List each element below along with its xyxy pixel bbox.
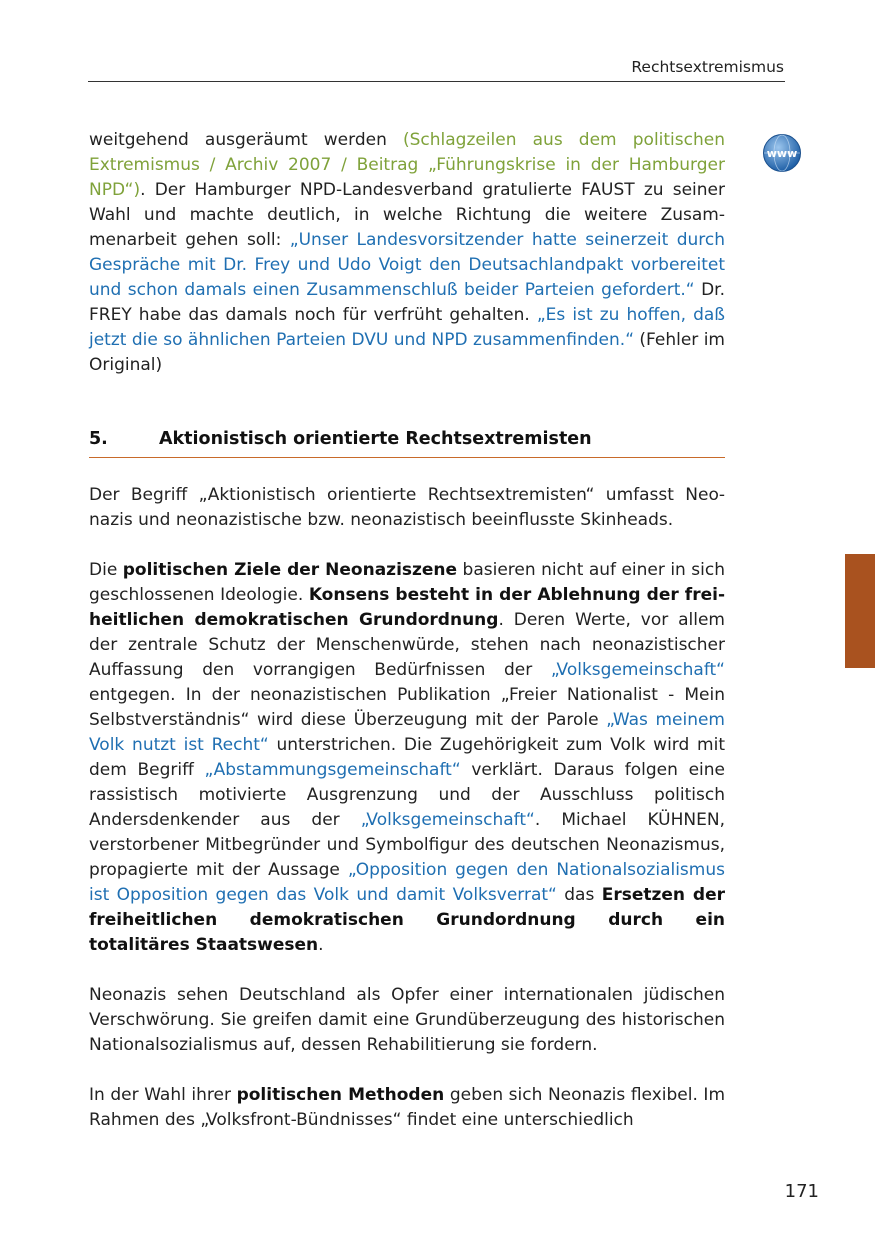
quote: „Was meinem Volk nutzt ist Recht“ (89, 710, 725, 755)
bold-text: politischen Ziele der Neonaziszene (122, 560, 458, 580)
quote: „Abstammungsgemeinschaft“ (204, 760, 461, 780)
running-title: Rechtsextremismus (631, 58, 784, 76)
text: . (318, 935, 324, 955)
page-number: 171 (784, 1181, 819, 1202)
text: entgegen. In der neonazistischen Publikation „Freier Nationalist - Mein Selbstverständnis“ wird diese Überzeugung mit der Parole (89, 685, 725, 730)
text: verklärt. Daraus folgen eine rassistisch motivierte Ausgrenzung und der Ausschluss politisch Andersdenkender aus der (89, 760, 725, 830)
main-content (89, 128, 725, 1158)
paragraph: Der Begriff „Aktionistisch orientierte Rechtsextremisten“ umfasst Neonazis und neonazistische bzw. neonazistisch beeinflusste Skinheads. (89, 485, 725, 530)
paragraph (89, 128, 725, 378)
section-title: Aktionistisch orientierte Rechtsextremisten (159, 429, 592, 449)
text: . Michael KÜHNEN, verstorbener Mitbegründer und Symbolfigur des deutschen Neonazismus, propagierte mit der Aussage (89, 810, 725, 880)
header-rule (88, 81, 785, 82)
bold-text: Ersetzen der freiheitlichen demokratischen Grundordnung durch ein totalitäres Staatswesen (89, 885, 725, 955)
text: Dr. FREY habe das damals noch für verfrüht gehalten. (89, 280, 726, 325)
text: . Der Hamburger NPD-Landesverband gratulierte FAUST zu seiner Wahl und machte deutlich, in welche Richtung die weitere Zusammenarbeit gehen soll: (89, 180, 725, 250)
quote: „Volksgemeinschaft“ (360, 810, 535, 830)
paragraph (89, 1083, 725, 1133)
text: basieren nicht auf einer in sich geschlossenen Ideologie. (89, 560, 725, 605)
text: (Fehler im Original) (89, 330, 725, 375)
bold-text: politischen Methoden (236, 1085, 445, 1105)
quote: „Opposition gegen den Nationalsozialismus ist Opposition gegen das Volk und damit Volksverrat“ (89, 860, 725, 905)
paragraph: Neonazis sehen Deutschland als Opfer einer internationalen jüdischen Verschwörung. Sie greifen damit eine Grundüberzeugung des historischen Nationalsozialismus auf, dessen Rehabilitierung sie fordern. (89, 985, 725, 1055)
www-globe-icon (762, 133, 802, 173)
www-label: www (766, 147, 798, 160)
text: . Deren Werte, vor allem der zentrale Schutz der Menschenwürde, stehen nach neonazistischer Auffassung den vorrangigen Bedürfnissen der (89, 610, 725, 680)
text: Die (89, 560, 123, 580)
section-heading (89, 427, 725, 458)
text: unterstrichen. Die Zugehörigkeit zum Volk wird mit dem Begriff (89, 735, 725, 780)
quote: „Volksgemeinschaft“ (550, 660, 725, 680)
section-number: 5. (89, 429, 108, 449)
quote: „Es ist zu hoffen, daß jetzt die so ähnlichen Parteien DVU und NPD zusammenfinden.“ (89, 305, 725, 350)
quote: „Unser Landesvorsitzender hatte seinerzeit durch Gespräche mit Dr. Frey und Udo Voigt den Deutsachlandpakt vorbereitet und schon damals einen Zusammenschluß beider Parteien gefordert.“ (89, 230, 725, 300)
paragraph (89, 558, 725, 958)
text: In der Wahl ihrer (89, 1085, 237, 1105)
chapter-tab (845, 554, 875, 668)
text: geben sich Neonazis flexibel. Im Rahmen des „Volksfront-Bündnisses“ findet eine unterschiedlich (89, 1085, 726, 1130)
text: das (556, 885, 602, 905)
bold-text: Konsens besteht in der Ablehnung der freiheitlichen demokratischen Grundordnung (89, 585, 725, 630)
source-reference: (Schlagzeilen aus dem politischen Extremismus / Archiv 2007 / Beitrag „Führungskrise in der Hamburger NPD“) (89, 130, 725, 200)
text: weitgehend ausgeräumt werden (89, 130, 403, 150)
